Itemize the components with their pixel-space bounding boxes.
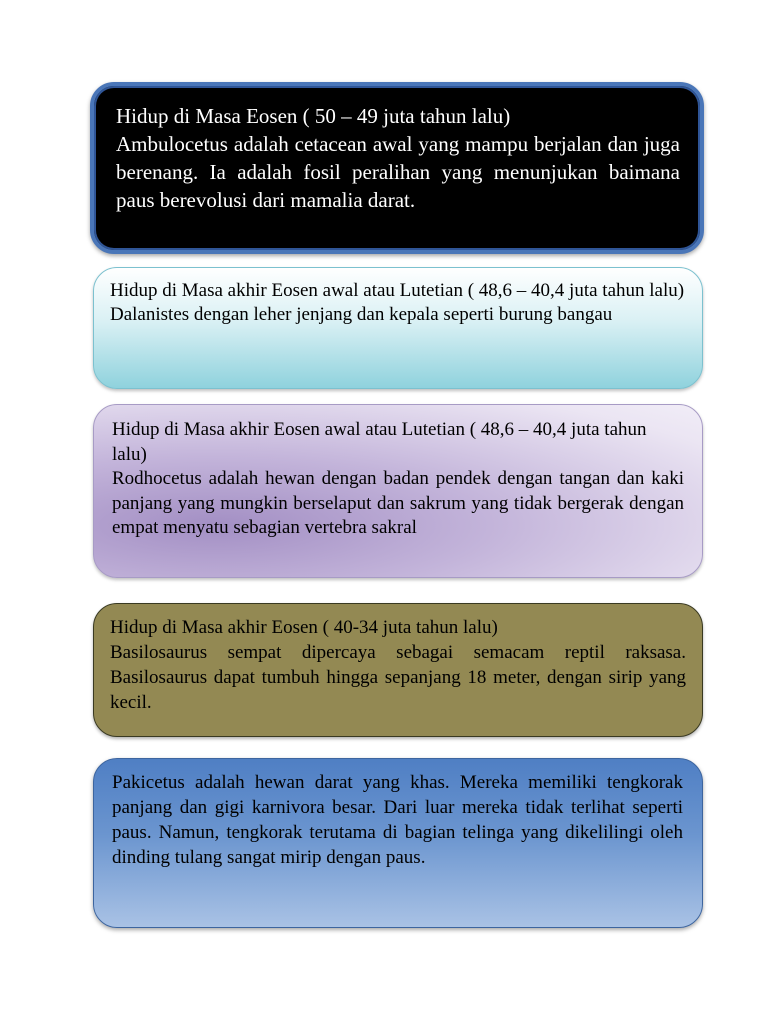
box-heading: Hidup di Masa Eosen ( 50 – 49 juta tahun lalu) — [116, 104, 511, 128]
box-heading: Hidup di Masa akhir Eosen awal atau Lutetian ( 48,6 – 40,4 juta tahun lalu) — [112, 419, 647, 465]
box-body: Pakicetus adalah hewan darat yang khas. Mereka memiliki tengkorak panjang dan gigi karnivora besar. Dari luar mereka tidak terlihat seperti paus. Namun, tengkorak terutama di bagian telinga yang dikelilingi oleh dinding tulang sangat mirip dengan paus. — [112, 772, 683, 868]
ambulocetus-info-box — [90, 82, 704, 254]
box-body: Ambulocetus adalah cetacean awal yang mampu berjalan dan juga berenang. Ia adalah fosil peralihan yang menunjukan baimana paus berevolusi dari mamalia darat. — [116, 132, 680, 212]
box-heading: Hidup di Masa akhir Eosen ( 40-34 juta tahun lalu) — [110, 617, 498, 638]
rodhocetus-info-box — [93, 404, 703, 578]
basilosaurus-info-box — [93, 603, 703, 737]
box-heading: Hidup di Masa akhir Eosen awal atau Lutetian ( 48,6 – 40,4 juta tahun lalu) — [110, 280, 685, 301]
box-body: Dalanistes dengan leher jenjang dan kepala seperti burung bangau — [110, 304, 613, 325]
box-body: Basilosaurus sempat dipercaya sebagai semacam reptil raksasa. Basilosaurus dapat tumbuh hingga sepanjang 18 meter, dengan sirip yang kecil. — [110, 642, 686, 713]
dalanistes-info-box — [93, 267, 703, 389]
box-body: Rodhocetus adalah hewan dengan badan pendek dengan tangan dan kaki panjang yang mungkin berselaput dan sakrum yang tidak bergerak dengan empat menyatu sebagian vertebra sakral — [112, 468, 684, 538]
pakicetus-info-box — [93, 758, 703, 928]
